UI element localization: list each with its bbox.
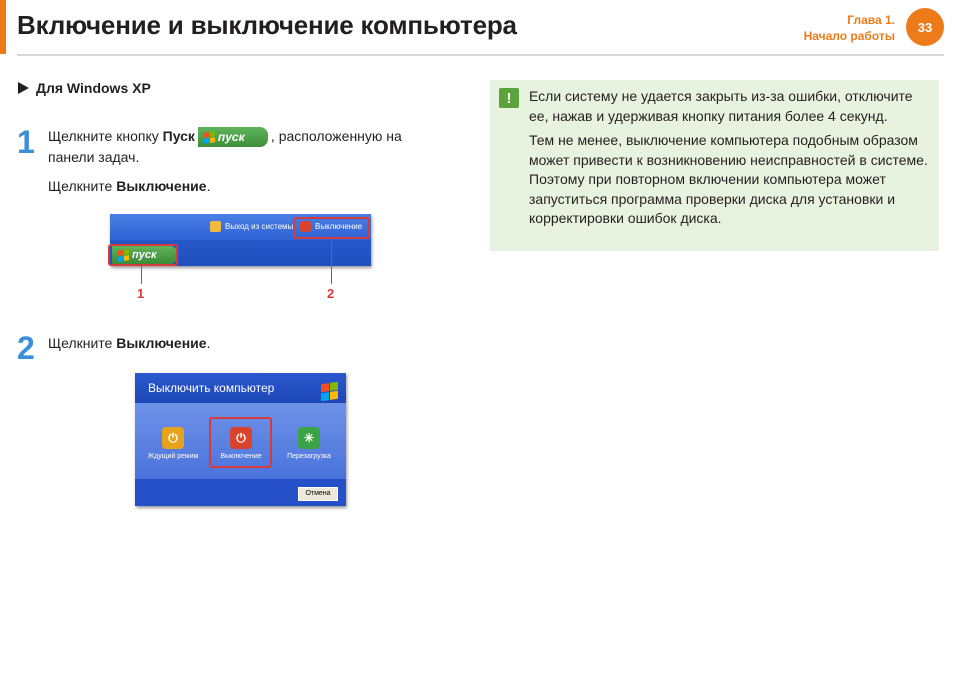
standby-icon: ⏻ xyxy=(162,427,184,449)
shutdown-label: Выключение xyxy=(315,222,363,231)
restart-label: Перезагрузка xyxy=(287,453,331,460)
page-number-badge: 33 xyxy=(906,8,944,46)
highlight-start xyxy=(108,244,178,266)
callout-line-1 xyxy=(141,266,142,284)
start-chip-label: пуск xyxy=(217,129,245,144)
windows-flag-icon xyxy=(204,131,215,144)
step-number-1: 1 xyxy=(17,124,35,160)
step1-instruction xyxy=(48,126,448,168)
triangle-bullet-icon xyxy=(18,82,29,94)
standby-option xyxy=(143,427,203,460)
logout-label: Выход из системы xyxy=(225,222,294,231)
dialog-title: Выключить компьютер xyxy=(148,381,275,395)
key-icon xyxy=(210,221,221,232)
step1-line2-text: Щелкните xyxy=(48,178,117,194)
step-number-2: 2 xyxy=(17,330,35,366)
chapter-number: Глава 1. xyxy=(847,13,895,27)
step2-text: Щелкните xyxy=(48,335,117,351)
step1-line2-bold: Выключение xyxy=(116,178,207,194)
note-text xyxy=(529,87,931,234)
step2-instruction xyxy=(48,333,210,354)
header-divider xyxy=(17,54,944,56)
shutdown-option-label: Выключение xyxy=(220,453,262,460)
shutdown-icon: ⏻ xyxy=(230,427,252,449)
standby-label: Ждущий режим xyxy=(147,453,199,460)
callout-number-2: 2 xyxy=(327,286,335,301)
windows-logo-icon xyxy=(321,378,338,400)
restart-icon: ✳ xyxy=(298,427,320,449)
cancel-button-image: Отмена xyxy=(298,487,338,501)
chapter-label xyxy=(804,12,895,44)
header-accent-bar xyxy=(0,0,6,54)
section-heading xyxy=(18,80,151,96)
callout-number-1: 1 xyxy=(137,286,145,301)
step2-bold: Выключение xyxy=(116,335,207,351)
note-paragraph-1: Если систему не удается закрыть из-за ошибки, отключите ее, нажав и удерживая кнопку питания более 4 секунд. xyxy=(529,88,913,124)
step1-bold-start: Пуск xyxy=(162,128,195,144)
taskbar-start-label: пуск xyxy=(132,249,157,261)
step1-instruction-2 xyxy=(48,176,210,197)
step1-text-after: , расположенную на панели задач. xyxy=(48,128,402,166)
highlight-shutdown-option xyxy=(209,417,272,468)
note-paragraph-2: Тем не менее, выключение компьютера подобным образом может привести к возникновению неисправностей в системе. Поэтому при повторном включении компьютера может запуститься программа проверки диска для установки и корректировки ошибок диска. xyxy=(529,132,928,226)
chapter-title: Начало работы xyxy=(803,29,895,43)
start-button-image xyxy=(198,127,268,147)
highlight-shutdown xyxy=(293,217,370,239)
step1-line2-end: . xyxy=(206,178,211,194)
section-heading-text: Для Windows XP xyxy=(36,80,151,96)
callout-line-2 xyxy=(331,239,332,284)
step2-text-end: . xyxy=(206,335,211,351)
exclamation-icon: ! xyxy=(499,88,519,108)
warning-note xyxy=(490,80,939,251)
page-title: Включение и выключение компьютера xyxy=(17,10,517,40)
logout-item xyxy=(210,221,293,232)
restart-option xyxy=(279,427,339,460)
step1-text: Щелкните кнопку xyxy=(48,128,163,144)
